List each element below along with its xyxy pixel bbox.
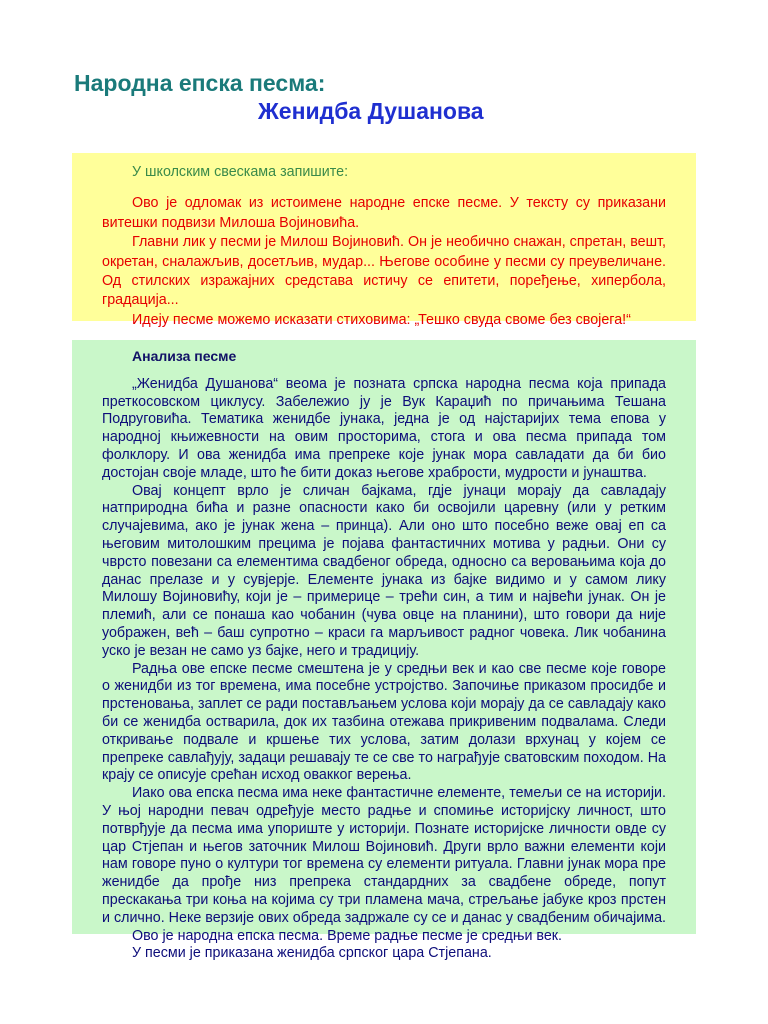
analysis-heading: Анализа песме bbox=[132, 348, 237, 364]
note-paragraph: Главни лик у песми је Милош Војиновић. Он је необично снажан, спретан, вешт, окретан, сналажљив, досетљив, мудар... Његове особине у песми су преувеличане. Од стилских изражајних средстава истичу се епитети, поређење, хипербола, градација... bbox=[102, 234, 666, 309]
analysis-paragraph: „Женидба Душанова“ веома је позната српска народна песма која припада преткосовском циклусу. Забележио ју је Вук Караџић по причањима Тешана Подруговића. Тематика женидбе јунака, једна је од најстаријих тема епова у народној књижевности на овим просторима, стога и ова песма припада том фолклору. И ова женидба има препреке које јунак мора савладати да би био достојан своје младе, што ће бити доказ његове храбрости, мудрости и јунаштва. bbox=[102, 375, 666, 481]
note-instruction: У школским свескама запишите: bbox=[132, 164, 349, 180]
page-title-line-1: Народна епска песма: bbox=[74, 70, 326, 96]
analysis-box bbox=[72, 340, 696, 962]
analysis-paragraph: У песми је приказана женидба српског цара Стјепана. bbox=[132, 945, 492, 962]
note-paragraph: Идеју песме можемо исказати стиховима: „Тешко свуда своме без својега!“ bbox=[132, 311, 631, 328]
note-paragraph: Ово је одломак из истоимене народне епске песме. У тексту су приказани витешки подвизи Милоша Војиновића. bbox=[102, 195, 666, 231]
analysis-paragraph: Ово је народна епска песма. Време радње песме је средњи век. bbox=[132, 927, 563, 944]
note-box bbox=[72, 153, 696, 328]
analysis-paragraph: Иако ова епска песма има неке фантастичне елементе, темељи се на историји. У њој народни певач одређује место радње и спомиње историјску личност, што потврђује да песма има упориште у историји. Познате историјске личности овде су цар Стјепан и његов заточник Милош Војиновић. Други врло важни елементи који нам говоре пуно о култури тог времена су елементи ритуала. Главни јунак мора пре женидбе да прође низ препрека стандардних за свадбене обреде, попут прескакања три коња на којима су три пламена мача, стрељање јабуке кроз прстен и слично. Неке верзије ових обреда задржале су се и данас у свадбеним обичајима. bbox=[102, 785, 666, 926]
analysis-paragraph: Овај концепт врло је сличан бајкама, гдје јунаци морају да савладају натприродна бића и разне опасности како би освојили царевну (или у ретким случајевима, ако је јунак жена – принца). Али оно што посебно веже овај еп са његовим митолошким прецима је појава фантастичних мотива у радњи. Они су чврсто повезани са елементима свадбеног обреда, односно са веровањима која до данас прелазе и у сувјерје. Елементе јунака из бајке видимо и у самом лику Милошу Војиновићу, који је – примерице – трећи син, а тим и највећи јунак. Он је племић, али се понаша као чобанин (чува овце на планини), што говори да није уображен, већ – баш супротно – краси га марљивост радног човека. Лик чобанина уско је везан не само уз бајке, него и традицију. bbox=[102, 482, 666, 659]
page-title-line-2: Женидба Душанова bbox=[258, 98, 484, 124]
analysis-paragraph: Радња ове епске песме смештена је у средњи век и као све песме које говоре о женидби из тог времена, има посебне устројство. Започиње приказом просидбе и прстеновања, заплет се ради постављањем услова који морају да се савладају како би се женидба остварила, док их тазбина отежава прикривеним подвалама. Следи откривање подвале и кршење тих услова, затим долази врхунац у којем се препреке савлађују, задаци решавају те се све то награђује сватовским походом. На крају се описује срећан исход овакког верења. bbox=[102, 660, 666, 784]
